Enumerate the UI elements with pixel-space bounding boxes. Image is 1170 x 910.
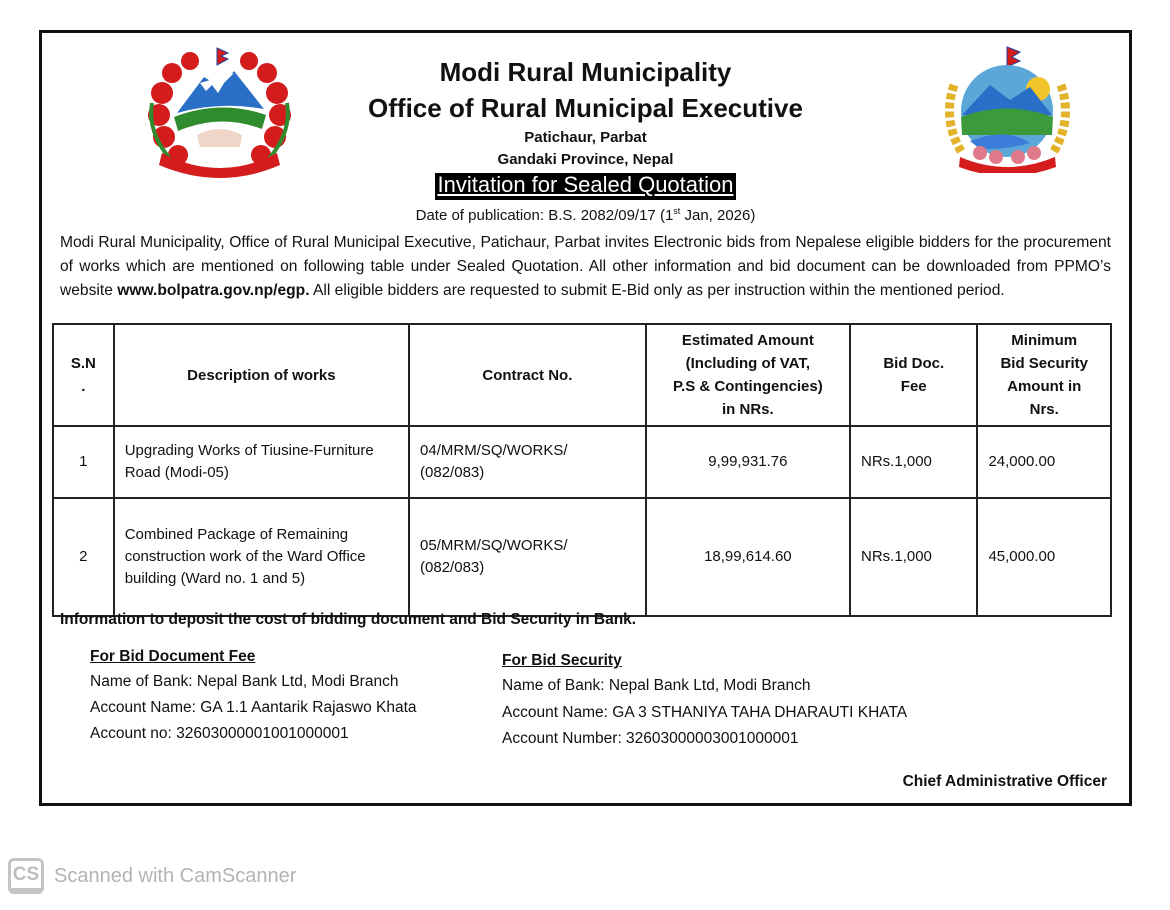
table-header-row <box>53 324 1111 426</box>
cell-contract-no: 04/MRM/SQ/WORKS/ (082/083) <box>409 426 646 498</box>
account-name: Account Name: GA 3 STHANIYA TAHA DHARAUTI KHATA <box>502 703 908 721</box>
cell-estimated-amount: 9,99,931.76 <box>646 426 850 498</box>
cell-sn: 1 <box>53 426 114 498</box>
cell-bid-doc-fee: NRs.1,000 <box>850 426 977 498</box>
account-number: Account Number: 32603000003001000001 <box>502 730 799 747</box>
table-row <box>53 426 1111 498</box>
notice-title: Invitation for Sealed Quotation <box>435 173 737 200</box>
account-number: Account no: 32603000001001000001 <box>90 725 349 742</box>
website-link[interactable]: www.bolpatra.gov.np/egp. <box>117 282 310 299</box>
header-contract-no: Contract No. <box>409 324 646 426</box>
header-description: Description of works <box>114 324 409 426</box>
cell-sn: 2 <box>53 498 114 616</box>
letterhead <box>42 55 1129 227</box>
bid-document-fee-section <box>90 645 417 747</box>
date-ordinal: st <box>673 206 681 216</box>
cell-bid-doc-fee: NRs.1,000 <box>850 498 977 616</box>
header-bid-security: Minimum Bid Security Amount in Nrs. <box>977 324 1111 426</box>
date-text: Date of publication: B.S. 2082/09/17 (1 <box>415 207 674 224</box>
table-row <box>53 498 1111 616</box>
publication-date <box>42 200 1129 227</box>
bank-info-heading: Information to deposit the cost of bidding document and Bid Security in Bank. <box>60 611 637 628</box>
bank-name: Name of Bank: Nepal Bank Ltd, Modi Branch <box>502 677 811 694</box>
address-line-1: Patichaur, Parbat <box>524 129 647 146</box>
bid-security-section <box>502 649 907 753</box>
cell-bid-security: 24,000.00 <box>977 426 1111 498</box>
header-sn: S.N . <box>53 324 114 426</box>
bid-document-fee-title: For Bid Document Fee <box>90 648 256 665</box>
intro-text: Modi Rural Municipality, Office of Rural Municipal Executive, Patichaur, Parbat invites Electronic bids from Nepalese eligible bidders for the procurement of works which are mentioned on following table under Sealed Quotation. All other information and bid document can be downloaded from PPMO’s website <box>60 234 1111 299</box>
cell-contract-no: 05/MRM/SQ/WORKS/ (082/083) <box>409 498 646 616</box>
date-text-end: Jan, 2026) <box>680 207 756 224</box>
cell-description: Upgrading Works of Tiusine-Furniture Road (Modi-05) <box>114 426 409 498</box>
camscanner-watermark <box>8 858 296 894</box>
intro-paragraph <box>60 231 1111 303</box>
notice-document <box>39 30 1132 806</box>
intro-text-end: All eligible bidders are requested to submit E-Bid only as per instruction within the mentioned period. <box>309 282 1005 299</box>
camscanner-icon: CS <box>8 858 44 894</box>
watermark-text: Scanned with CamScanner <box>54 864 297 887</box>
signatory-title: Chief Administrative Officer <box>902 773 1107 790</box>
header-estimated-amount: Estimated Amount (Including of VAT, P.S & Contingencies) in NRs. <box>646 324 850 426</box>
works-table <box>52 323 1112 617</box>
address-line-2: Gandaki Province, Nepal <box>497 151 674 168</box>
account-name: Account Name: GA 1.1 Aantarik Rajaswo Khata <box>90 699 417 716</box>
cell-description: Combined Package of Remaining construction work of the Ward Office building (Ward no. 1 and 5) <box>114 498 409 616</box>
municipality-name: Modi Rural Municipality <box>439 57 732 87</box>
bid-security-title: For Bid Security <box>502 652 622 669</box>
cell-bid-security: 45,000.00 <box>977 498 1111 616</box>
bank-name: Name of Bank: Nepal Bank Ltd, Modi Branch <box>90 673 399 690</box>
cell-estimated-amount: 18,99,614.60 <box>646 498 850 616</box>
header-bid-doc-fee: Bid Doc. Fee <box>850 324 977 426</box>
office-name: Office of Rural Municipal Executive <box>368 93 803 123</box>
